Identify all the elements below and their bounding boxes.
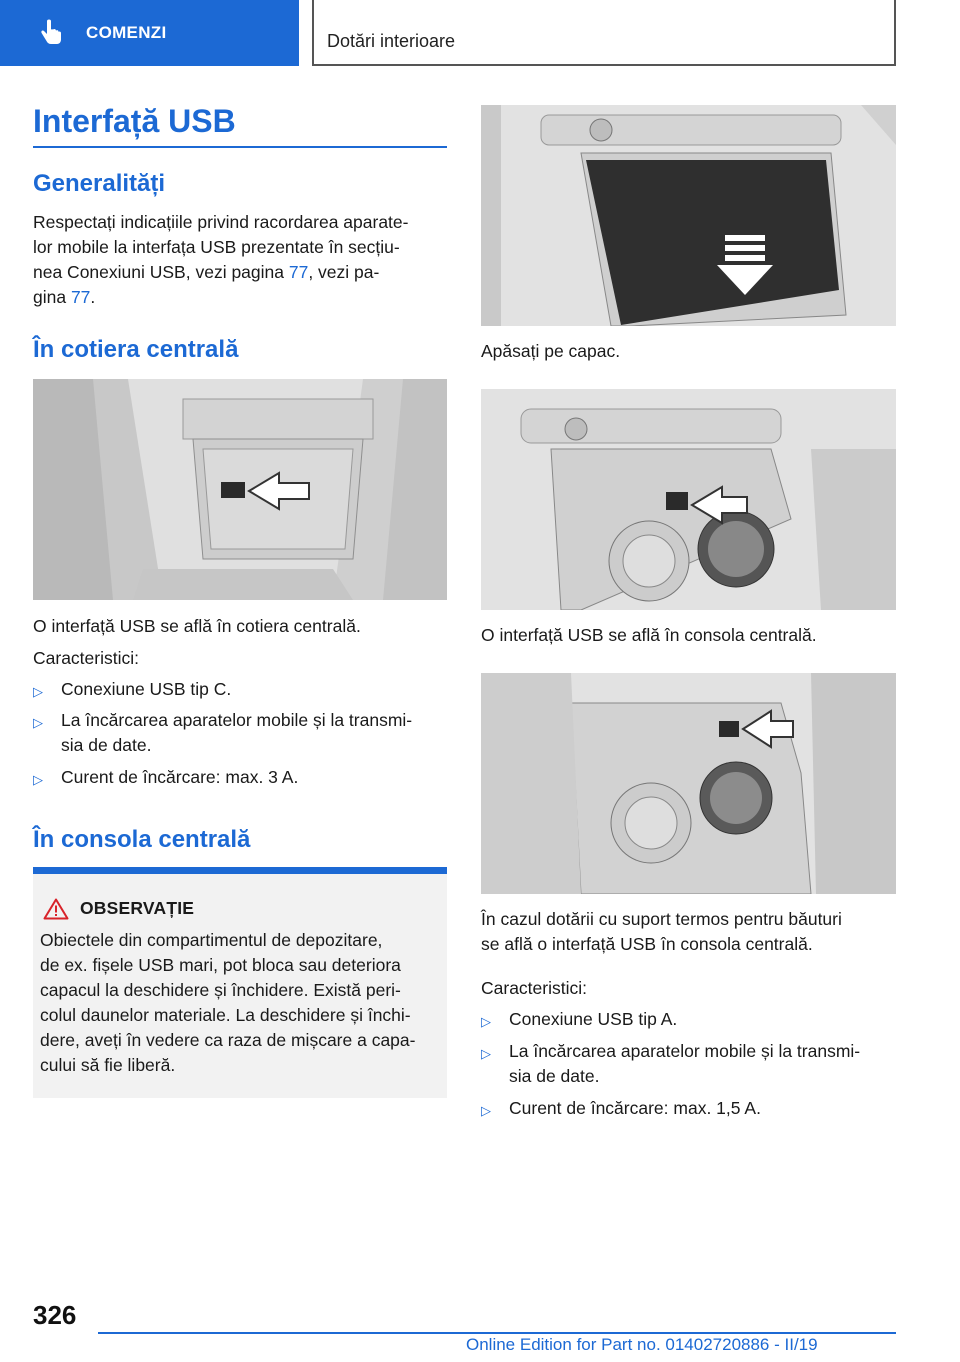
armrest-caption: O interfață USB se află în cotiera centrală. xyxy=(33,616,361,636)
thermos-usb-figure xyxy=(481,673,896,894)
press-lid-figure xyxy=(481,105,896,326)
triangle-right-icon: ▷ xyxy=(481,1046,491,1061)
heading-general: Generalități xyxy=(33,170,166,197)
heading-armrest: În cotiera centrală xyxy=(33,336,239,363)
page-title: Interfață USB xyxy=(33,103,236,139)
notice-text: Obiectele din compartimentul de depozitare, de ex. fișele USB mari, pot bloca sau deteriora capacul la deschidere și închidere. Există peri‐ colul daunelor materiale. La deschidere și închi‐ dere, aveți în vedere ca raza de mișcare a capa‐ cului să fie liberă. xyxy=(40,930,416,1075)
heading-console: În consola centrală xyxy=(33,826,251,853)
triangle-right-icon: ▷ xyxy=(33,772,43,787)
general-line-1: Respectați indicațiile privind racordarea aparate‐ xyxy=(33,212,409,232)
page-number: 326 xyxy=(33,1300,77,1330)
triangle-right-icon: ▷ xyxy=(481,1014,491,1029)
section-tab[interactable] xyxy=(0,0,299,66)
page-link-77-b[interactable]: 77 xyxy=(70,287,91,307)
general-line-3: nea Conexiuni USB, vezi pagina 77, vezi pa‐ xyxy=(33,262,380,282)
tab-label: COMENZI xyxy=(86,23,167,42)
console-caption: O interfață USB se află în consola centrală. xyxy=(481,625,817,645)
warning-triangle-icon xyxy=(43,898,69,920)
notice-title: OBSERVAȚIE xyxy=(80,898,195,918)
footer-edition: Online Edition for Part no. 01402720886 - II/19 xyxy=(466,1335,818,1354)
footer-rule xyxy=(98,1332,896,1334)
triangle-right-icon: ▷ xyxy=(481,1103,491,1118)
notice-box xyxy=(33,874,447,1098)
title-rule xyxy=(33,146,447,148)
triangle-right-icon: ▷ xyxy=(33,684,43,699)
general-line-4: gina 77. xyxy=(33,287,96,307)
right-features-label: Caracteristici: xyxy=(481,978,587,998)
triangle-right-icon: ▷ xyxy=(33,715,43,730)
console-usb-figure xyxy=(481,389,896,610)
section-title: Dotări interioare xyxy=(327,31,456,51)
notice-bar xyxy=(33,867,447,874)
pointing-hand-icon xyxy=(36,18,66,48)
general-paragraph xyxy=(33,210,408,310)
page-link-77[interactable]: 77 xyxy=(288,262,309,282)
armrest-features-label: Caracteristici: xyxy=(33,648,139,668)
general-line-2: lor mobile la interfața USB prezentate în secțiu‐ xyxy=(33,237,400,257)
thermos-caption: În cazul dotării cu suport termos pentru băuturi se află o interfață USB în consola centrală. xyxy=(481,909,842,954)
press-caption: Apăsați pe capac. xyxy=(481,341,621,361)
section-header xyxy=(312,0,896,66)
armrest-usb-figure xyxy=(33,379,447,600)
